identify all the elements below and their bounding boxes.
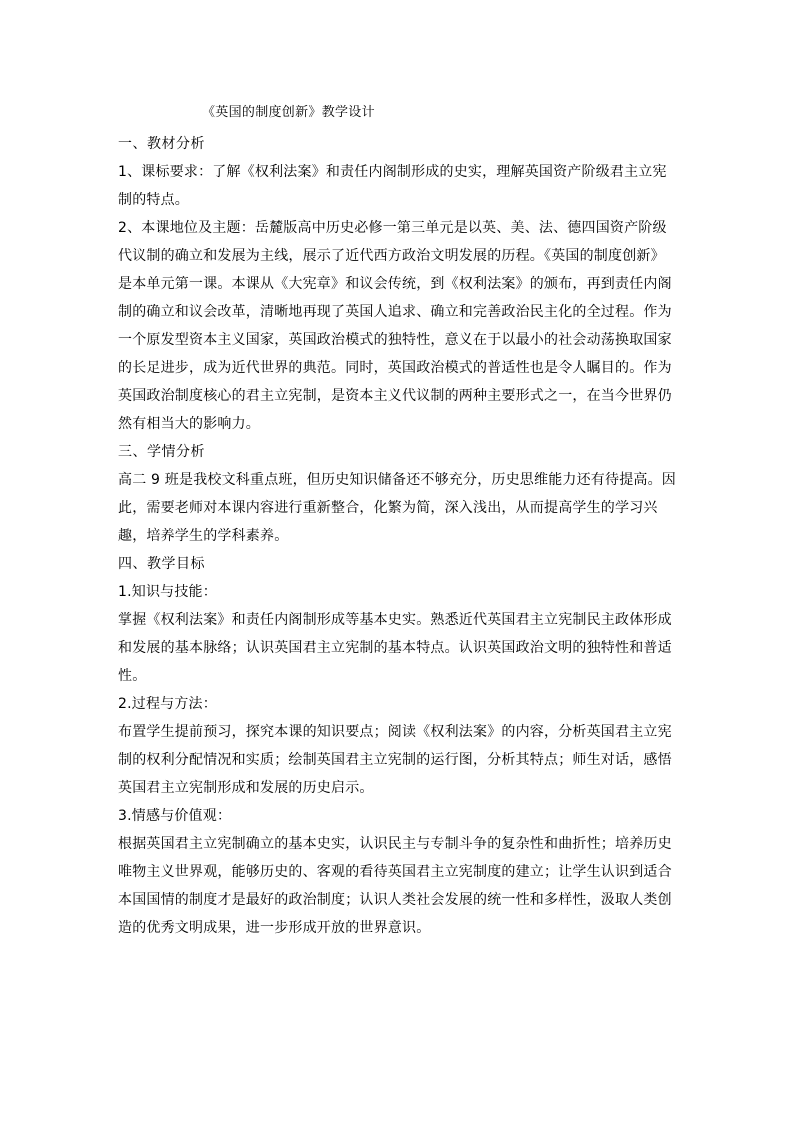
paragraph-line: 然有相当大的影响力。 [118,416,260,432]
paragraph-line: 英国政治制度核心的君主立宪制，是资本主义代议制的两种主要形式之一，在当今世界仍 [118,388,672,404]
paragraph-line: 制的确立和议会改革，清晰地再现了英国人追求、确立和完善政治民主化的全过程。作为 [118,304,672,320]
paragraph-line: 高二 9 班是我校文科重点班，但历史知识储备还不够充分，历史思维能力还有待提高。因 [118,472,677,488]
document-title: 《英国的制度创新》教学设计 [202,105,375,120]
subheading-emotion-values: 3.情感与价值观： [118,808,232,824]
paragraph-line: 是本单元第一课。本课从《大宪章》和议会传统，到《权利法案》的颁布，再到责任内阁 [118,276,672,292]
section-heading-teaching-goals: 四、教学目标 [118,556,205,572]
paragraph-line: 掌握《权利法案》和责任内阁制形成等基本史实。熟悉近代英国君主立宪制民主政体形成 [118,612,672,628]
paragraph-line: 制的特点。 [118,192,189,208]
paragraph-line: 造的优秀文明成果，进一步形成开放的世界意识。 [118,920,431,936]
subheading-knowledge-skills: 1.知识与技能： [118,584,217,600]
paragraph-line: 此，需要老师对本课内容进行重新整合，化繁为简，深入浅出，从而提高学生的学习兴 [118,500,658,516]
paragraph-line: 本国国情的制度才是最好的政治制度；认识人类社会发展的统一性和多样性，汲取人类创 [118,892,672,908]
section-heading-learner-analysis: 三、学情分析 [118,444,205,460]
paragraph-line: 布置学生提前预习，探究本课的知识要点；阅读《权利法案》的内容，分析英国君主立宪 [118,724,672,740]
paragraph-line: 的长足进步，成为近代世界的典范。同时，英国政治模式的普适性也是令人瞩目的。作为 [118,360,672,376]
document-body [118,130,682,942]
section-heading-textbook-analysis: 一、教材分析 [118,136,205,152]
paragraph-line: 根据英国君主立宪制确立的基本史实，认识民主与专制斗争的复杂性和曲折性；培养历史 [118,836,672,852]
paragraph-line: 性。 [118,668,147,684]
subheading-process-methods: 2.过程与方法： [118,696,217,712]
paragraph-line: 和发展的基本脉络；认识英国君主立宪制的基本特点。认识英国政治文明的独特性和普适 [118,640,672,656]
paragraph-line: 制的权利分配情况和实质；绘制英国君主立宪制的运行图，分析其特点；师生对话，感悟 [118,752,672,768]
paragraph-line: 唯物主义世界观，能够历史的、客观的看待英国君主立宪制度的建立；让学生认识到适合 [118,864,672,880]
paragraph-line: 趣，培养学生的学科素养。 [118,528,289,544]
paragraph-line: 2、本课地位及主题：岳麓版高中历史必修一第三单元是以英、美、法、德四国资产阶级 [118,220,667,236]
paragraph-line: 英国君主立宪制形成和发展的历史启示。 [118,780,374,796]
paragraph-line: 一个原发型资本主义国家，英国政治模式的独特性，意义在于以最小的社会动荡换取国家 [118,332,672,348]
paragraph-line: 代议制的确立和发展为主线，展示了近代西方政治文明发展的历程。《英国的制度创新》 [118,248,665,264]
paragraph-line: 1、课标要求：了解《权利法案》和责任内阁制形成的史实，理解英国资产阶级君主立宪 [118,164,667,180]
